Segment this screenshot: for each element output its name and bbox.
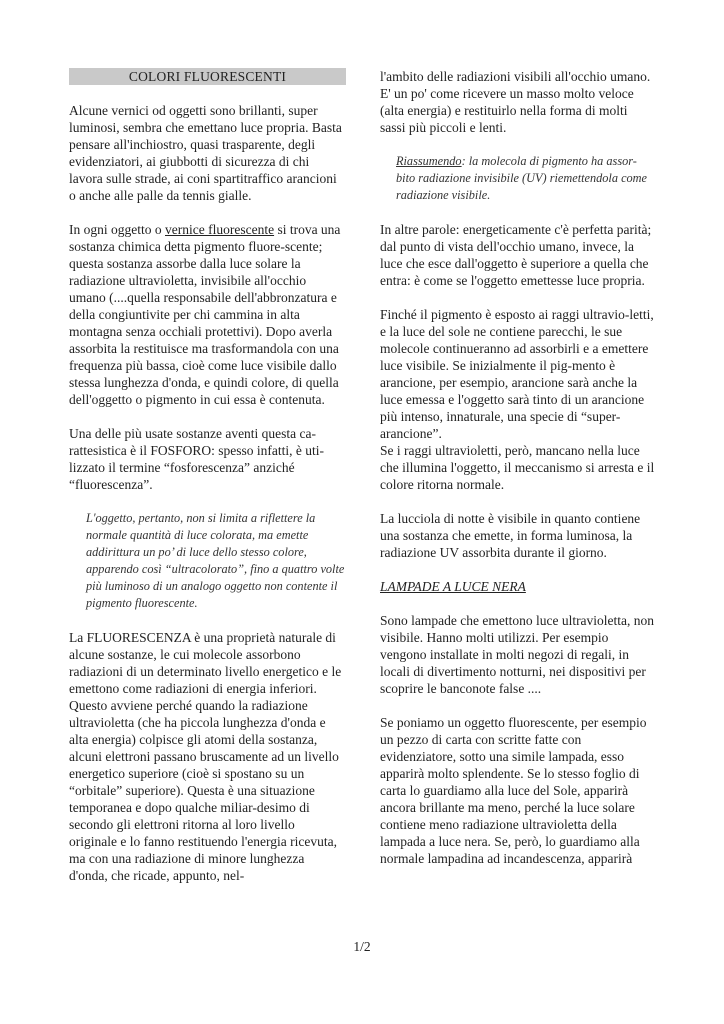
paragraph-lampade: Sono lampade che emettono luce ultravioletta, non visibile. Hanno molti utilizzi. Per esempio vengono installate in molti negozi di regali, in locali di divertimento notturni, nei dispositivi per scoprire le banconote false .... — [380, 613, 655, 696]
italic-note-riassumendo — [396, 153, 656, 204]
paragraph-intro: Alcune vernici od oggetti sono brillanti, super luminosi, sembra che emettano luce propria. Basta pensare all'inchiostro, quasi trasparente, degli evidenziatori, ai giubbotti di sicurezza di chi lavora sulle strade, ai coni spartitraffico arancioni o anche alle palle da tennis gialle. — [69, 103, 342, 203]
paragraph-fosforo: Una delle più usate sostanze aventi questa ca-rattesistica è il FOSFORO: spesso infatti, è uti-lizzato il termine “fosforescenza” anziché “fluorescenza”. — [69, 426, 324, 492]
italic-note-riassumendo-text: : la molecola di pigmento ha assor-bito radiazione invisibile (UV) riemettendola come radiazione visibile. — [396, 154, 648, 202]
page-number: 1/2 — [353, 939, 371, 954]
paragraph-raggi-ultravioletti: Se i raggi ultravioletti, però, mancano nella luce che illumina l'oggetto, il meccanismo si arresta e il colore ritorna normale. — [380, 443, 655, 492]
paragraph-fluorescenza: La FLUORESCENZA è una proprietà naturale di alcune sostanze, le cui molecole assorbono radiazioni di un determinato livello energetico e le emettono come radiazioni di energia inferiori. Questo avviene perché quando la radiazione ultravioletta (che ha piccola lunghezza d'onda e alta energia) colpisce gli atomi della sostanza, alcuni elettroni passano bruscamente ad un livello energetico superiore (cioè si spostano su un “orbitale” superiore). Questa è una situazione temporanea e dopo qualche miliar-desimo di secondo gli elettroni ritorna al loro livello originale e lo fanno restituendo l'energia ricevuta, ma con una radiazione di minore lunghezza d'onda, che ricade, appunto, nel- — [69, 630, 342, 883]
paragraph-lucciola: La lucciola di notte è visibile in quanto contiene una sostanza che emette, in forma luminosa, la radiazione UV assorbita durante il giorno. — [380, 511, 641, 560]
paragraph-continuation: l'ambito delle radiazioni visibili all'occhio umano. — [380, 69, 651, 84]
section-heading-lampade: LAMPADE A LUCE NERA — [380, 579, 526, 594]
right-column — [380, 68, 656, 867]
paragraph-fluorescent-paint-post: si trova una sostanza chimica detta pigmento fluore-scente; questa sostanza assorbe dalla luce solare la radiazione ultravioletta, invisibile all'occhio umano (....quella responsabile dell'abbronzatura e della congiuntivite per chi cammina in alta montagna senza occhiali protettivi). Dopo averla assorbita la restituisce ma trasformandola con una frequenza più bassa, cioè come luce visibile dallo stessa lunghezza d'onda, e quindi colore, di quella dell'oggetto o pigmento in cui essa è contenuta. — [69, 222, 341, 407]
paragraph-oggetto-fluorescente: Se poniamo un oggetto fluorescente, per esempio un pezzo di carta con scritte fatte con evidenziatore, sotto una simile lampada, esso apparirà molto splendente. Se lo stesso foglio di carta lo guardiamo alla luce del Sole, apparirà ancora brillante ma meno, perché la luce solare contiene meno radiazione ultravioletta della lampada a luce nera. Se, però, lo guardiamo alla normale lampadina ad incandescenza, apparirà — [380, 715, 647, 866]
left-column — [69, 68, 346, 884]
paragraph-masso: E' un po' come ricevere un masso molto veloce (alta energia) e restituirlo nella forma di molti sassi più piccoli e lenti. — [380, 86, 634, 135]
underlined-term-riassumendo: Riassumendo — [396, 154, 462, 168]
paragraph-fluorescent-paint-pre: In ogni oggetto o — [69, 222, 165, 237]
paragraph-pigmento: Finché il pigmento è esposto ai raggi ultravio-letti, e la luce del sole ne contiene parecchi, le sue molecole continueranno ad assorbirli e a emettere luce visibile. Se inizialmente il pig-mento è arancione, per esempio, arancione sarà anche la luce emessa e l'oggetto sarà tinto di un arancione più intenso, innaturale, una specie di “super-arancione”. — [380, 307, 654, 441]
paragraph-fluorescent-paint — [69, 221, 346, 408]
italic-note-ultracolorato: L'oggetto, pertanto, non si limita a riflettere la normale quantità di luce colorata, ma emette addirittura un po’ di luce dello stesso colore, apparendo così “ultracolorato”, fino a quattro volte più luminoso di un analogo oggetto non contente il pigmento fluorescente. — [86, 511, 345, 610]
paragraph-altre-parole: In altre parole: energeticamente c'è perfetta parità; dal punto di vista dell'occhio umano, invece, la luce che esce dall'oggetto è superiore a quella che entra: è come se l'oggetto emettesse luce propria. — [380, 222, 652, 288]
page-title: COLORI FLUORESCENTI — [69, 68, 346, 85]
underlined-term-vernice: vernice fluorescente — [165, 222, 275, 237]
